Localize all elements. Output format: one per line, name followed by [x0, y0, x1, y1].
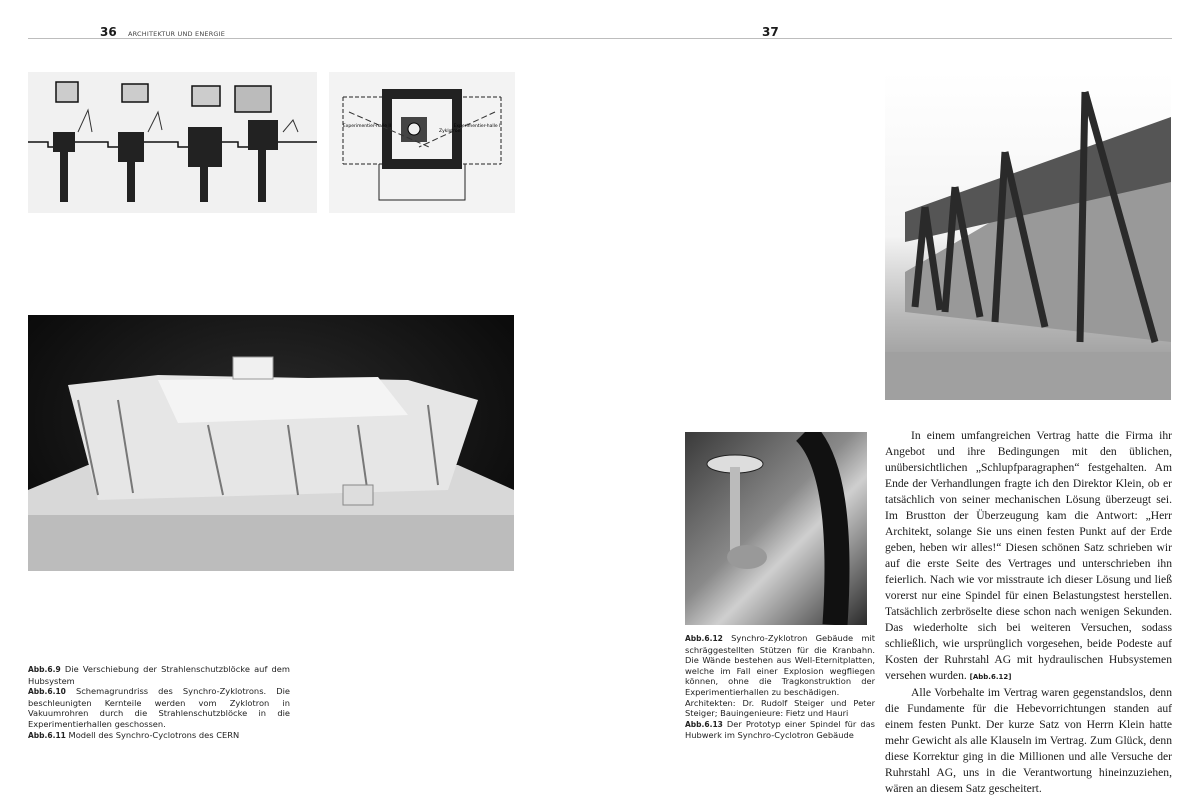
body-paragraph-1: In einem umfangreichen Vertrag hatte die Firma ihr Angebot und ihre Bedingungen mit den üblichen, unübersichtlichen „Schlupfparagraphen“ festgehalten. Am Ende der Verhandlungen fragte ich den Direktor Klein, ob er tatsächlich von seiner mechanischen Lösung überzeugt sei. Im Brustton der Überzeugung kam die Antwort: „Herr Architekt, solange Sie uns einen festen Punkt auf der Erde geben, heben wir alles!“ Diesen schönen Satz schrieben wir auf die erste Seite des Vertrages und unterschrieben ihn feierlich. Nach wie vor misstraute ich dieser Lösung und ließ vorerst nur eine Spindel für einen Belastungstest herstellen. Tatsächlich zerbröselte diese schon nach wenigen Sekunden. Das wiederholte sich bei weiteren Versuchen, sodass schließlich, wie ursprünglich vorgesehen, beide Podeste auf Kosten der Ruhrstahl AG mit hydraulischen Hubsystemen versehen wurden. [Abb.6.12] [885, 429, 1172, 682]
left-page-number: 36 [100, 25, 117, 39]
caption-credits: Architekten: Dr. Rudolf Steiger und Peter Steiger; Bauingenieure: Fietz und Hauri [685, 697, 875, 719]
caption-abb-6-13: Abb.6.13 Der Prototyp einer Spindel für das Hubwerk im Synchro-Cyclotron Gebäude [685, 718, 875, 741]
label-experimentierhalle-1: Experimentier-halle I [453, 124, 501, 129]
figure-6-13-spindle-photo [685, 432, 867, 625]
label-zyklotron: Zyklotron [439, 129, 461, 134]
figure-6-11-model-photo [28, 315, 514, 571]
caption-abb-6-9: Abb.6.9 Die Verschiebung der Strahlenschutzblöcke auf dem Hubsystem [28, 664, 290, 686]
caption-abb-6-12: Abb.6.12 Synchro-Zyklotron Gebäude mit schräggestellten Stützen für die Kranbahn. Die Wände bestehen aus Well-Eternitplatten, welche im Fall einer Explosion wegfliegen können, ohne die Tragkonstruktion der Experimentierhallen zu beschädigen. [685, 633, 875, 697]
right-page-number: 37 [762, 25, 779, 39]
caption-abb-6-11: Abb.6.11 Modell des Synchro-Cyclotrons des CERN [28, 729, 240, 740]
body-text [885, 428, 1172, 797]
caption-abb-6-10: Abb.6.10 Schemagrundriss des Synchro-Zyklotrons. Die beschleunigten Kernteile werden vom Zyklotron in Vakuumrohren durch die Strahlenschutzblöcke in die Experimentierhallen geschossen. [28, 686, 290, 729]
captions-left [28, 664, 290, 741]
figure-reference: [Abb.6.12] [969, 673, 1012, 681]
figure-6-12-building-photo [885, 72, 1171, 400]
running-title: ARCHITEKTUR UND ENERGIE [128, 30, 226, 38]
figure-6-10-plan [329, 72, 515, 213]
label-experimentierhalle-2: Experimentier-halle II [342, 124, 392, 129]
header-rule [28, 38, 1172, 39]
captions-right [685, 633, 875, 741]
figure-6-9-sketch [28, 72, 317, 213]
body-paragraph-2: Alle Vorbehalte im Vertrag waren gegenstandslos, denn die Fundamente für die Hebevorrichtungen standen auf einem festen Punkt. Der kurze Satz von Herrn Klein hatte mehr Gewicht als alle Klauseln im Vertrag. Zum Glück, denn diese Korrektur ging in die Millionen und alle Versuche der Ruhrstahl AG, uns in die Verantwortung hineinzuziehen, wären an diesem Satz gescheitert. [885, 686, 1172, 795]
